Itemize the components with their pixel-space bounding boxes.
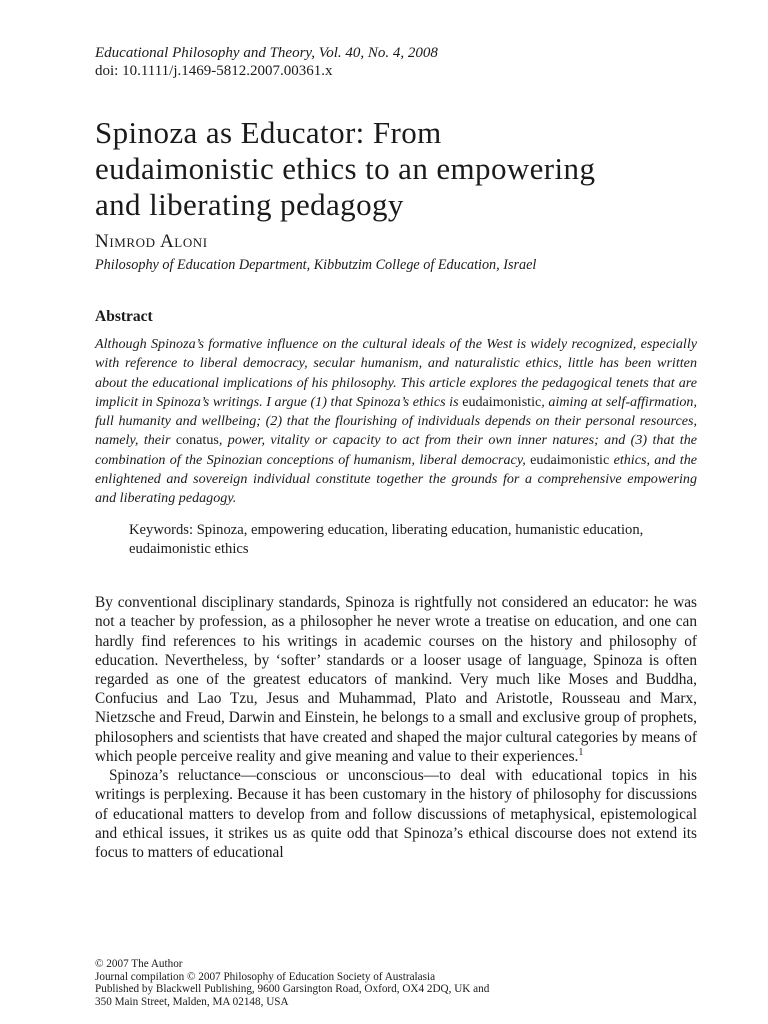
footer-line: Published by Blackwell Publishing, 9600 Garsington Road, Oxford, OX4 2DQ, UK and (95, 983, 490, 996)
copyright-footer (95, 958, 655, 1008)
abstract-term: eudaimonistic (462, 393, 542, 410)
title-line: and liberating pedagogy (95, 187, 404, 222)
article-title (95, 115, 697, 223)
title-line: eudaimonistic ethics to an empowering (95, 151, 596, 186)
keywords: Keywords: Spinoza, empowering education, liberating education, humanistic education, eudaimonistic ethics (129, 521, 644, 557)
paragraph-text: By conventional disciplinary standards, Spinoza is rightfully not considered an educator: he was not a teacher by profession, as a philosopher he never wrote a treatise on education, and one can hardly find references to his writings in academic courses on the history and philosophy of education. Nevertheless, by ‘softer’ standards or a looser usage of language, Spinoza is often regarded as one of the greatest educators of mankind. Very much like Moses and Buddha, Confucius and Lao Tzu, Jesus and Muhammad, Plato and Aristotle, Rousseau and Marx, Nietzsche and Freud, Darwin and Einstein, he belongs to a small and exclusive group of prophets, philosophers and scientists that have created and shaped the major cultural categories by means of which people perceive reality and give meaning and value to their experiences. (95, 594, 697, 765)
footer-line: 350 Main Street, Malden, MA 02148, USA (95, 995, 289, 1008)
author-name: Nimrod Aloni (95, 231, 208, 252)
abstract-part: ethics, and the enlightened and sovereign individual constitute together the grounds for a comprehensive empowering and liberating pedagogy. (95, 451, 697, 507)
author-affiliation: Philosophy of Education Department, Kibbutzim College of Education, Israel (95, 257, 537, 273)
footer-line: Journal compilation © 2007 Philosophy of Education Society of Australasia (95, 970, 436, 983)
abstract-text (95, 335, 697, 509)
paragraph: Spinoza’s reluctance—conscious or unconscious—to deal with educational topics in his writings is perplexing. Because it has been customary in the history of philosophy for discussions of educational matters to develop from and follow discussions of metaphysical, epistemological and ethical issues, it strikes us as quite odd that Spinoza’s ethical discourse does not extend its focus to matters of educational (95, 767, 697, 861)
body-text (95, 593, 697, 862)
title-line: Spinoza as Educator: From (95, 115, 442, 150)
abstract-term: conatus (175, 432, 219, 449)
doi: doi: 10.1111/j.1469-5812.2007.00361.x (95, 63, 333, 79)
abstract-part: , power, vitality or capacity to act from their own inner natures; and (3) that the combination of the Spinozian conceptions of humanism, liberal democracy, (95, 432, 698, 468)
paragraph (95, 593, 697, 766)
abstract-part: , aiming at self-affirmation, full humanity and wellbeing; (2) that the flourishing of individuals depends on their personal resources, namely, their (95, 393, 697, 449)
article-page (95, 44, 697, 862)
footnote-marker: 1 (578, 746, 584, 758)
abstract-part: Although Spinoza’s formative influence on the cultural ideals of the West is widely recognized, especially with reference to liberal democracy, secular humanism, and naturalistic ethics, little has been written about the educational implications of his philosophy. This article explores the pedagogical tenets that are implicit in Spinoza’s writings. I argue (1) that Spinoza’s ethics is (95, 336, 697, 410)
journal-citation: Educational Philosophy and Theory, Vol. 40, No. 4, 2008 (95, 45, 438, 61)
footer-line: © 2007 The Author (95, 958, 183, 970)
abstract-heading: Abstract (95, 308, 153, 325)
abstract-term: eudaimonistic (530, 451, 610, 468)
